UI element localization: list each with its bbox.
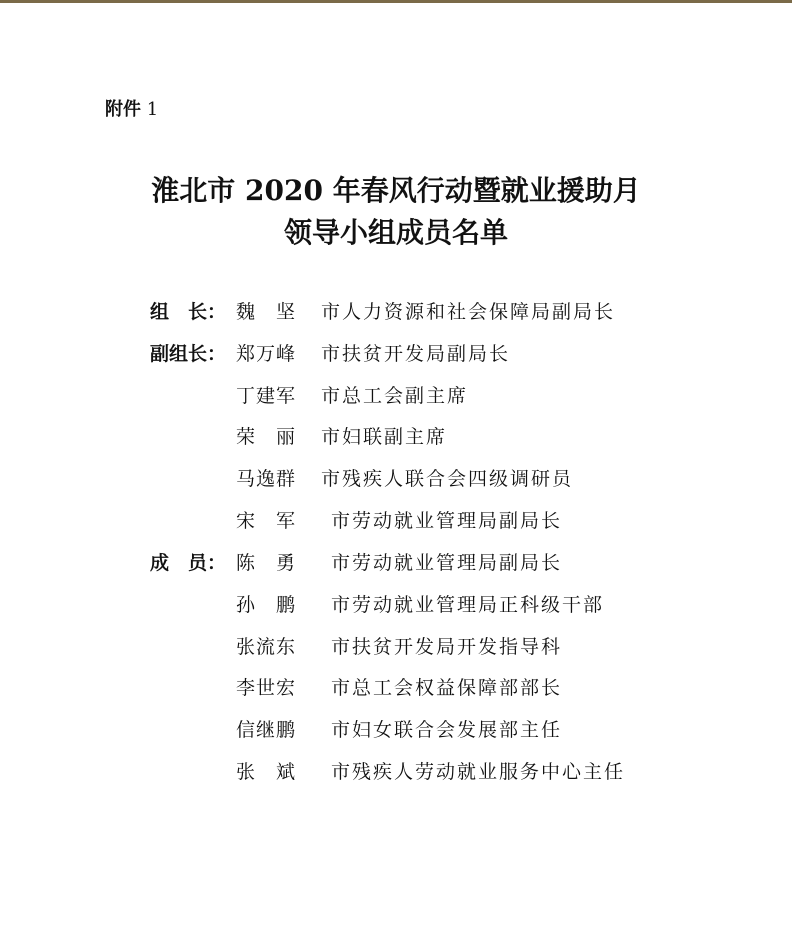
- member-row: [0, 759, 792, 785]
- member-position: 市人力资源和社会保障局副局长: [321, 301, 616, 323]
- member-row: [0, 424, 792, 450]
- member-position: 市劳动就业管理局副局长: [331, 552, 563, 574]
- member-position: 市总工会副主席: [321, 385, 469, 407]
- document-title-line-1: 淮北市 2020 年春风行动暨就业援助月: [151, 174, 641, 207]
- top-border-line: [0, 0, 792, 3]
- member-name: 张 斌: [236, 761, 297, 783]
- member-role: 组 长：: [150, 301, 227, 323]
- member-name: 马逸群: [236, 468, 297, 490]
- member-row: [0, 508, 792, 534]
- member-position: 市劳动就业管理局正科级干部: [331, 594, 605, 616]
- member-position: 市残疾人联合会四级调研员: [321, 468, 574, 490]
- member-name: 郑万峰: [236, 343, 297, 365]
- attachment-text: 附件: [105, 99, 141, 120]
- member-row: [0, 717, 792, 743]
- member-role: 成 员：: [150, 552, 227, 574]
- member-row: [0, 383, 792, 409]
- member-position: 市妇联副主席: [321, 426, 448, 448]
- member-name: 张流东: [236, 636, 297, 658]
- member-position: 市扶贫开发局副局长: [321, 343, 511, 365]
- member-role: 副组长：: [150, 343, 227, 365]
- member-position: 市劳动就业管理局副局长: [331, 510, 563, 532]
- member-row: [0, 466, 792, 492]
- member-row: [0, 634, 792, 660]
- member-name: 李世宏: [236, 677, 297, 699]
- member-row: [0, 675, 792, 701]
- member-name: 魏 坚: [236, 301, 297, 323]
- member-position: 市扶贫开发局开发指导科: [331, 636, 563, 658]
- member-row: [0, 592, 792, 618]
- member-name: 陈 勇: [236, 552, 297, 574]
- member-name: 宋 军: [236, 510, 297, 532]
- attachment-label: [105, 98, 158, 122]
- member-row: [0, 550, 792, 576]
- member-position: 市残疾人劳动就业服务中心主任: [331, 761, 626, 783]
- member-name: 信继鹏: [236, 719, 297, 741]
- attachment-number: 1: [146, 99, 159, 120]
- member-position: 市总工会权益保障部部长: [331, 677, 563, 699]
- member-name: 孙 鹏: [236, 594, 297, 616]
- member-row: [0, 299, 792, 325]
- member-position: 市妇女联合会发展部主任: [331, 719, 563, 741]
- member-name: 丁建军: [236, 385, 297, 407]
- document-title-line-2: 领导小组成员名单: [283, 216, 508, 249]
- member-row: [0, 341, 792, 367]
- member-name: 荣 丽: [236, 426, 297, 448]
